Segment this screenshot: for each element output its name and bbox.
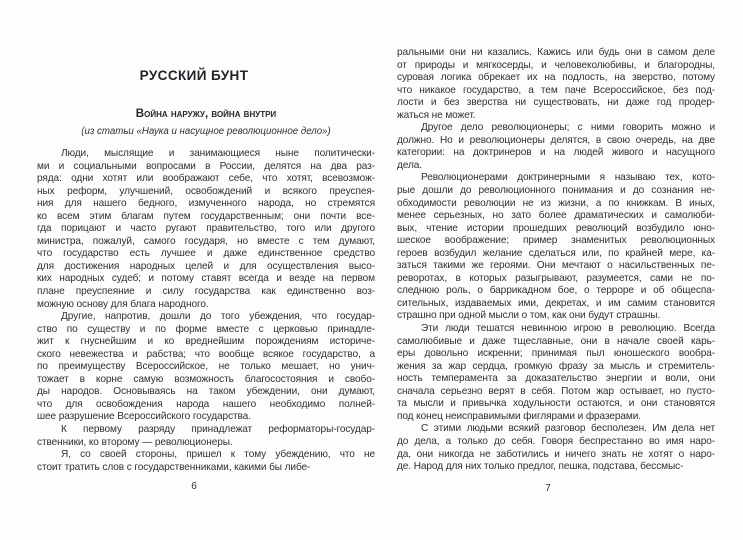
text-line: ми и социальными вопросами в России, делятся на два раз-: [37, 160, 375, 172]
text-line: жаться не может.: [397, 109, 476, 121]
text-line: гда порицают и часто ругают правительство, того или другого: [37, 223, 375, 235]
text-line: Люди, мыслящие и занимающиеся ныне политически-: [61, 148, 375, 159]
page-body-right: [397, 47, 715, 474]
text-line: страшно при одной мысли о том, как они будут страшны.: [397, 310, 661, 322]
text-line: шее разрушение Всероссийского государства.: [37, 411, 251, 423]
source-note: (из статьи «Наука и насущное революционное дело»): [81, 126, 331, 137]
text-line: ния для нашего бедного, измученного народа, но стремятся: [37, 198, 375, 210]
text-line: лости и без зверства ни существовать, ни даже год продер-: [397, 97, 715, 109]
text-line: Я, со своей стороны, пришел к тому убеждению, что не: [61, 449, 375, 461]
text-line: плане преуспеяние и силу государства как единственно воз-: [37, 286, 375, 298]
text-line: реворотах, в которых разыгрывают, разумеется, сами не по-: [397, 272, 715, 284]
text-line: ко всем этим благам путем государственным; они почти все-: [37, 210, 375, 222]
text-line: должно. Но и революционеры делятся, в свою очередь, на две: [397, 134, 715, 146]
text-line: да, они никогда не заботились и ничего знать не хотят о наро-: [397, 448, 715, 460]
text-line: ность темперамента за доказательство энергии и воли, они: [397, 373, 715, 385]
text-line: шеское воображение; пример знаменитых революционных: [397, 235, 715, 247]
text-line: героев возбудил желание сделаться или, по крайней мере, ка-: [397, 247, 715, 259]
text-line: сначала серьезно верят в себя. Потом жар остывает, но пусто-: [397, 385, 715, 397]
section-title: Война наружу, война внутри: [135, 108, 277, 120]
text-line: рые дошли до революционного понимания и до сознания не-: [397, 185, 715, 197]
text-line: тожает в корне самую возможность благосостояния и свобо-: [37, 373, 375, 385]
text-line: заться такими же героями. Они мечтают о насильственных пе-: [397, 260, 715, 272]
text-line: что для освобождения народа нашего необходимо полней-: [37, 398, 375, 410]
text-line: С этими людьми всякий разговор бесполезен. Им дела нет: [421, 423, 715, 435]
text-line: для достижения народных целей и для осуществления высо-: [37, 260, 375, 272]
text-line: самолюбивые и даже тщеславные, они в начале своей карь-: [397, 335, 715, 347]
text-line: вых, чтение истории прошедших революций возбудило юно-: [397, 222, 715, 234]
text-line: ряда: одни хотят или воображают себе, что хотят, всевозмож-: [37, 173, 375, 185]
text-line: жит к гнуснейшим и ко вреднейшим порождениям историче-: [37, 336, 375, 348]
text-line: менее серьезных, но зато более драматических и самолюби-: [397, 210, 715, 222]
text-line: что государство есть лучшее и даже единственное средство: [37, 248, 375, 260]
text-line: до дела, а только до себя. Говоря беспрестанно во имя наро-: [397, 435, 715, 447]
page-number-left: 6: [191, 481, 197, 492]
text-line: суровая логика обрекает их на подлость, на зверство, потому: [397, 72, 715, 84]
page-right: [397, 0, 715, 540]
text-line: дела.: [397, 159, 422, 171]
text-line: категории: на доктринеров и на людей живого и насущного: [397, 147, 715, 159]
text-line: Другие, напротив, дошли до того убеждения, что государ-: [61, 311, 375, 323]
text-line: Революционерами доктринерными я называю тех, кото-: [421, 172, 715, 184]
text-line: министра, пожалуй, самого государя, но вместе с тем думают,: [37, 235, 375, 247]
text-line: Эти люди тешатся невинною игрою в революцию. Всегда: [421, 323, 715, 335]
page-body-left: [37, 148, 375, 474]
text-line: Другое дело революционеры; с ними говорить можно и: [421, 122, 715, 134]
text-line: что никакое государство, а тем паче Всероссийское, без под-: [397, 84, 715, 96]
page-number-right: 7: [545, 483, 551, 494]
text-line: жения за жар сердца, громкую фразу за мысль и стремитель-: [397, 360, 715, 372]
text-line: можную основу для блага народного.: [37, 298, 209, 310]
text-line: де. Народ для них только предлог, пешка, подстава, бессмыс-: [397, 461, 684, 473]
text-line: ство по существу и по форме вместе с церковью принадле-: [37, 323, 375, 335]
text-line: стоит тратить слов с государственниками, какими бы либе-: [37, 461, 311, 473]
text-line: ных реформ, улучшений, освобождений и всякого преуспея-: [37, 185, 375, 197]
text-line: та мысли и привычка ходульности остаются, и они становятся: [397, 398, 715, 410]
text-line: ких народных судеб; и потому ставят всегда и везде на первом: [37, 273, 375, 285]
text-line: ральными они ни казались. Кажись или будь они в самом деле: [397, 47, 715, 58]
text-line: от природы и мягкосерды, и человеколюбивы, и благородны,: [397, 59, 715, 71]
text-line: ственники, ко второму — революционеры.: [37, 436, 233, 448]
text-line: еры довольно искренни; принимая пыл юношеского вообра-: [397, 348, 715, 360]
text-line: обходимости революции не из жизни, а по книжкам. В иных,: [397, 197, 715, 209]
page-left: [37, 0, 375, 540]
text-line: ского невежества и рабства; что вообще всякое государство, а: [37, 348, 375, 360]
text-line: ды народов. Основываясь на таком убеждении, они думают,: [37, 386, 375, 398]
text-line: следнюю роль, о баррикадном бое, о терроре и об общеспа-: [397, 285, 715, 297]
text-line: К первому разряду принадлежат реформаторы-государ-: [61, 424, 375, 436]
text-line: по преимуществу Всероссийское, не только мешает, но унич-: [37, 361, 375, 373]
text-line: под конец неисправимыми фиглярами и фразерами.: [397, 410, 641, 422]
chapter-title: РУССКИЙ БУНТ: [139, 68, 249, 83]
text-line: сительных, издаваемых ими, декретах, и им самим становится: [397, 297, 715, 309]
